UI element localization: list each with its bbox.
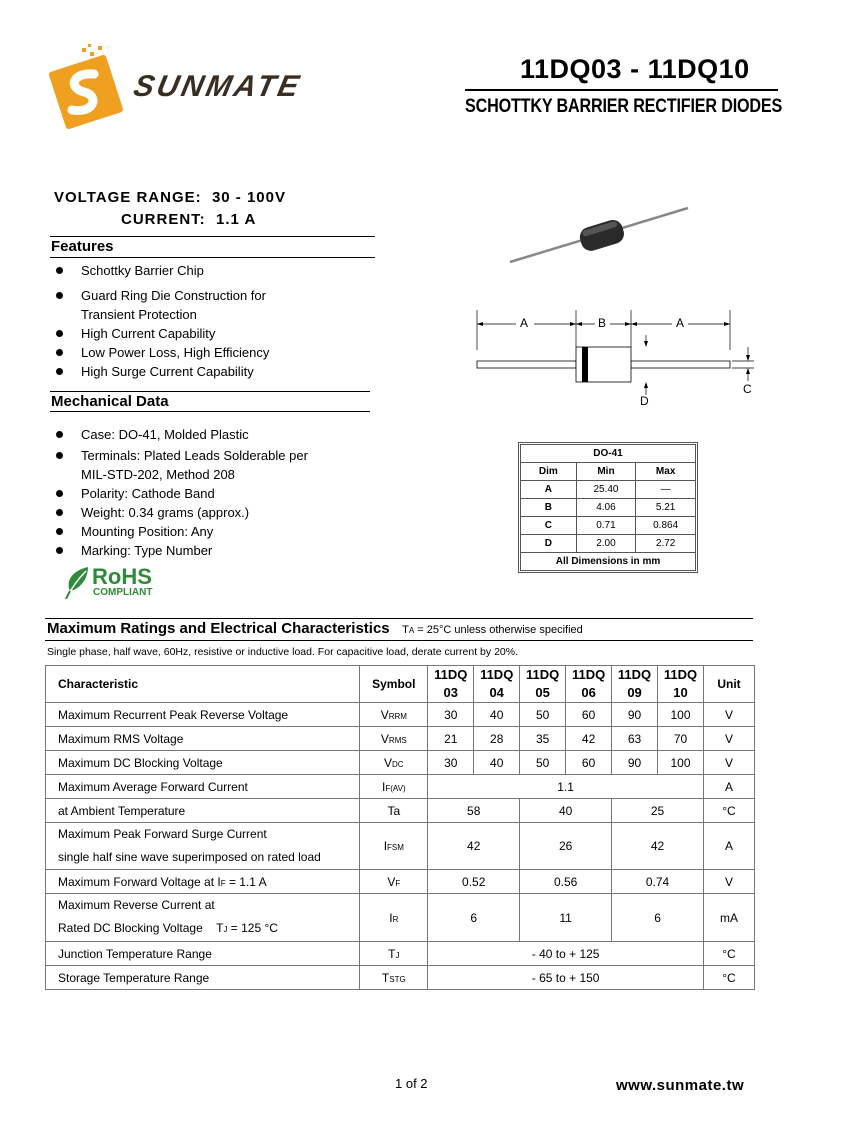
col-unit: Unit	[703, 666, 754, 703]
table-row: Maximum Average Forward Current IF(AV) 1.1 A	[46, 775, 755, 799]
outline-drawing	[470, 305, 760, 410]
website-link[interactable]: www.sunmate.tw	[616, 1077, 745, 1094]
mechanical-list	[51, 425, 308, 560]
mechanical-item: Weight: 0.34 grams (approx.)	[51, 503, 308, 522]
current-value: 1.1 A	[216, 211, 257, 228]
rohs-badge	[64, 565, 174, 601]
dim-label-b: B	[598, 316, 607, 330]
ratings-bottom-rule	[45, 640, 753, 641]
dim-table-title: DO-41	[521, 445, 696, 463]
table-row: Maximum DC Blocking Voltage VDC 30 40 50 60 90 100 V	[46, 751, 755, 775]
current-spec	[121, 211, 256, 228]
dim-col-max: Max	[636, 463, 696, 481]
dim-label-a-right: A	[676, 316, 685, 330]
dimension-table	[520, 444, 696, 571]
dim-label-a-left: A	[520, 316, 529, 330]
col-symbol: Symbol	[360, 666, 428, 703]
dim-table-footer: All Dimensions in mm	[521, 553, 696, 571]
ratings-condition: TA = 25°C unless otherwise specified	[402, 624, 583, 636]
col-part: 11DQ 06	[566, 666, 612, 703]
page-number: 1 of 2	[395, 1076, 428, 1091]
feature-item: High Surge Current Capability	[51, 362, 269, 381]
outline-drawing-lines	[470, 305, 760, 410]
rohs-leaf-icon	[64, 565, 92, 599]
table-row: C 0.71 0.864	[521, 517, 696, 535]
feature-item: Schottky Barrier Chip	[51, 261, 269, 280]
col-part: 11DQ 04	[474, 666, 520, 703]
brand-name: SUNMATE	[130, 70, 305, 103]
col-part: 11DQ 10	[658, 666, 704, 703]
mechanical-item: Marking: Type Number	[51, 541, 308, 560]
mechanical-item: Polarity: Cathode Band	[51, 484, 308, 503]
table-row: Junction Temperature Range TJ - 40 to + 125 °C	[46, 942, 755, 966]
mechanical-title: Mechanical Data	[51, 393, 169, 410]
table-row: Maximum RMS Voltage VRMS 21 28 35 42 63 70 V	[46, 727, 755, 751]
table-header-row	[46, 666, 755, 703]
ratings-table	[45, 665, 755, 990]
dim-label-c: C	[743, 382, 752, 396]
table-row: Maximum Reverse Current at Rated DC Blocking Voltage TJ = 125 °C IR 6 11 6 mA	[46, 894, 755, 942]
voltage-range	[54, 189, 286, 206]
features-list	[51, 261, 269, 381]
part-range-title: 11DQ03 - 11DQ10	[520, 54, 750, 84]
col-part: 11DQ 09	[612, 666, 658, 703]
ratings-title: Maximum Ratings and Electrical Characteristics	[47, 620, 390, 637]
mechanical-item: Mounting Position: Any	[51, 522, 308, 541]
table-row: Maximum Peak Forward Surge Current single half sine wave superimposed on rated load IFSM 42 26 42 A	[46, 823, 755, 870]
voltage-label: VOLTAGE RANGE:	[54, 189, 202, 206]
dimension-table-box	[518, 442, 698, 573]
current-label: CURRENT:	[121, 211, 206, 228]
table-row: D 2.00 2.72	[521, 535, 696, 553]
brand-logo	[42, 44, 312, 130]
table-row: B 4.06 5.21	[521, 499, 696, 517]
ratings-top-rule	[45, 618, 753, 619]
mechanical-item: Terminals: Plated Leads Solderable per	[51, 446, 308, 465]
rohs-compliant: COMPLIANT	[93, 587, 153, 598]
dim-label-d: D	[640, 394, 649, 408]
mechanical-item-cont: MIL-STD-202, Method 208	[81, 467, 235, 482]
feature-item: Guard Ring Die Construction for	[51, 286, 269, 305]
mechanical-item: Case: DO-41, Molded Plastic	[51, 425, 308, 444]
table-row: Maximum Recurrent Peak Reverse Voltage VRRM 30 40 50 60 90 100 V	[46, 703, 755, 727]
feature-item: High Current Capability	[51, 324, 269, 343]
features-top-rule	[50, 236, 375, 237]
table-row: Storage Temperature Range TSTG - 65 to + 150 °C	[46, 966, 755, 990]
header-divider	[465, 89, 778, 91]
logo-icon	[42, 44, 132, 130]
dim-col-dim: Dim	[521, 463, 577, 481]
diode-image	[500, 200, 700, 270]
dim-col-min: Min	[576, 463, 636, 481]
voltage-value: 30 - 100V	[211, 189, 286, 206]
features-title: Features	[51, 238, 114, 255]
col-part: 11DQ 03	[428, 666, 474, 703]
ratings-note: Single phase, half wave, 60Hz, resistive or inductive load. For capacitive load, derate current by 20%.	[47, 646, 518, 658]
mechanical-bottom-rule	[50, 411, 370, 412]
rohs-text: RoHS	[92, 564, 152, 589]
ratings-heading	[47, 620, 583, 638]
feature-item: Low Power Loss, High Efficiency	[51, 343, 269, 362]
feature-item-cont: Transient Protection	[81, 307, 197, 322]
table-row: Maximum Forward Voltage at IF = 1.1 A VF 0.52 0.56 0.74 V	[46, 870, 755, 894]
col-characteristic: Characteristic	[46, 666, 360, 703]
features-bottom-rule	[50, 257, 375, 258]
table-row: at Ambient Temperature Ta 58 40 25 °C	[46, 799, 755, 823]
table-row: A 25.40 —	[521, 481, 696, 499]
product-subtitle: SCHOTTKY BARRIER RECTIFIER DIODES	[465, 96, 783, 117]
col-part: 11DQ 05	[520, 666, 566, 703]
mechanical-top-rule	[50, 391, 370, 392]
